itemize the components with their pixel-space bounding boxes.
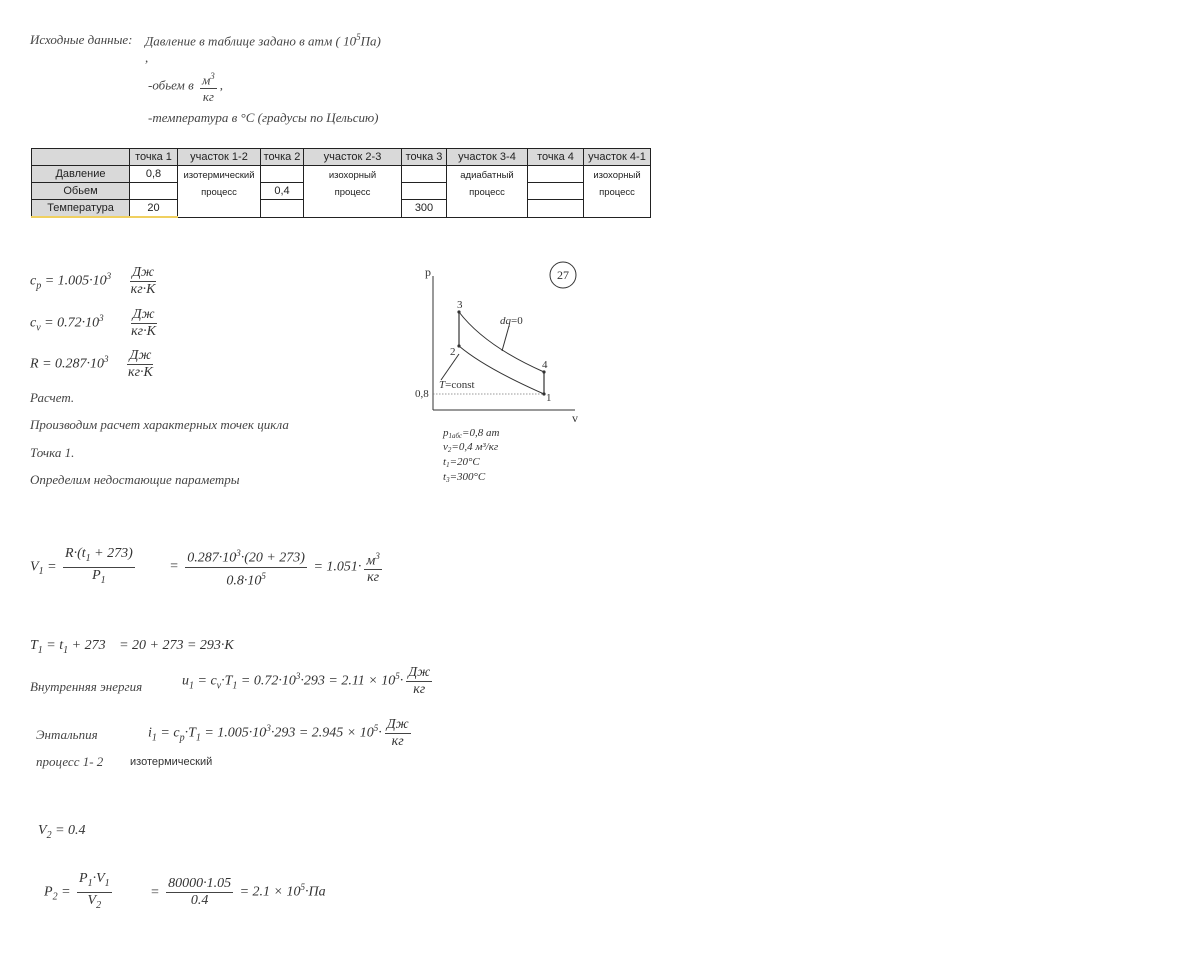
table-header-cell: точка 1 [130,149,178,166]
table-header-cell: точка 4 [528,149,584,166]
given-t1: t1=20°C [443,456,480,469]
enthalpy-label: Энтальпия [36,727,98,742]
formula-v1: $V_1$ = $\frac{R\cdot(t_1 + 273)}{P_1}$ = $\frac{0.287\cdot 10^3\cdot(20 + 273)}{0.8\cdot 10^5}$ = 1.051· $\frac{м^3}{кг}$ [30,545,380,589]
missing-params-heading: Определим недостающие параметры [30,472,240,487]
header-comma: , [145,50,149,65]
given-p1: p1абс=0,8 ат [443,427,500,440]
formula-p2: $P_2$ = $\frac{P_1\cdot V_1}{V_2}$ = $\frac{80000\cdot 1.05}{0.4}$ = $2.1 \times 10^5\cdot Па$ [44,871,326,911]
process-4-1: изохорный процесс [584,166,651,218]
cell-p2-pressure [261,166,304,183]
adiabat-label: dq=0 [500,315,523,327]
point-2-label: 2 [450,346,456,358]
table-header-cell: участок 1-2 [178,149,261,166]
table-header-row [32,149,651,166]
table-header-cell: точка 3 [402,149,447,166]
cell-p2-volume: 0,4 [261,183,304,200]
cell-p3-volume [402,183,447,200]
const-r: $R = 0.287\cdot 10^3$ $\frac{Дж}{кг\cdot К}$ [30,348,153,380]
cell-p4-volume [528,183,584,200]
row-label-pressure: Давление [32,166,130,183]
process-1-2: изотермический процесс [178,166,261,218]
cell-p3-temperature: 300 [402,200,447,218]
calc-heading: Расчет. [30,390,75,405]
formula-u1: $u_1 = c_v\cdot T_1 = 0.72\cdot 10^3\cdot 293 = 2.11 \times 10^5\cdot$ $\frac{Дж}{кг}$ [182,665,431,697]
process12-label: процесс 1- 2 [36,754,104,769]
table-header-cell: участок 3-4 [447,149,528,166]
table-header-cell: точка 2 [261,149,304,166]
cell-p4-pressure [528,166,584,183]
points-heading: Производим расчет характерных точек цикла [30,417,289,432]
row-label-temperature: Температура [32,200,130,218]
cell-p1-temperature: 20 [130,200,178,218]
point-1-label: 1 [546,392,552,404]
const-cv: $c_v = 0.72\cdot 10^3$ $\frac{Дж}{кг\cdot К}$ [30,307,156,339]
point1-heading: Точка 1. [30,445,75,460]
formula-i1: $i_1 = c_p\cdot T_1 = 1.005\cdot 10^3\cdot 293 = 2.945 \times 10^5\cdot$ $\frac{Дж}{кг}$ [148,717,409,749]
formula-t1: $T_1 = t_1 + 273 = 20 + 273 = 293\cdot K$ [30,638,234,656]
table-header-cell: участок 2-3 [304,149,402,166]
initial-data-table [31,148,651,218]
cell-p2-temperature [261,200,304,218]
table-header-cell [32,149,130,166]
cell-p1-pressure: 0,8 [130,166,178,183]
given-t3: t3=300°C [443,471,486,484]
cell-p4-temperature [528,200,584,218]
internal-energy-label: Внутренняя энергия [30,679,143,694]
table-header-cell: участок 4-1 [584,149,651,166]
diagram-badge: 27 [557,268,569,282]
point-3-label: 3 [457,299,463,311]
cell-p3-pressure [402,166,447,183]
const-cp: $c_p = 1.005\cdot 10^3$ $\frac{Дж}{кг\cdot К}$ [30,265,156,297]
p-level-label: 0,8 [415,388,429,400]
given-v2: v2=0,4 м³/кг [443,441,499,454]
header-pressure-note: Давление в таблице задано в атм ( $10^5Па$) [145,32,381,49]
point-2-dot [457,344,460,347]
table-row [32,166,651,183]
adiabat-pointer [502,326,509,351]
process-3-4: адиабатный процесс [447,166,528,218]
pv-diagram [405,258,595,493]
p-axis-label: p [425,265,431,279]
header-temperature-note: -температура в °С (градусы по Цельсию) [148,110,379,125]
row-label-volume: Обьем [32,183,130,200]
given-values [442,427,499,484]
isotherm-label: T=const [439,379,475,391]
v-axis-label: v [572,411,578,425]
process-2-3: изохорный процесс [304,166,402,218]
formula-v2: $V_2 = 0.4$ [38,823,86,841]
header-volume-note: -обьем в $\frac{м^3}{кг}$ , [148,68,223,105]
point-4-label: 4 [542,359,548,371]
cell-p1-volume [130,183,178,200]
process12-name: изотермический [130,756,213,768]
header-label: Исходные данные: [30,32,133,47]
